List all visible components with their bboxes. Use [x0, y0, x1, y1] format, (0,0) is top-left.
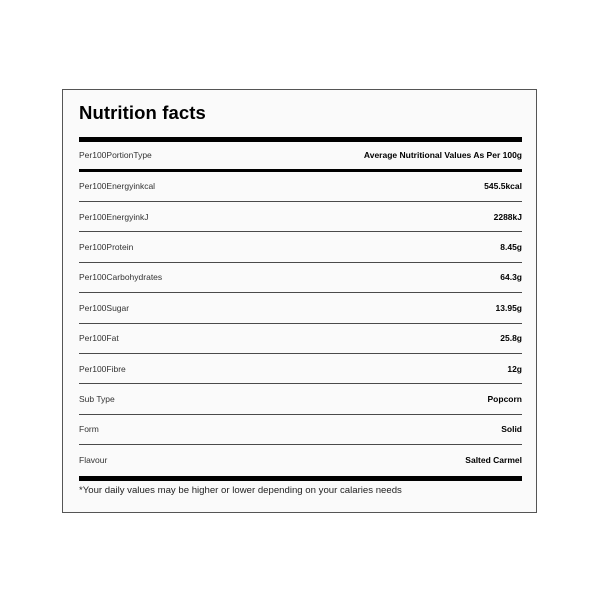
row-value: 13.95g [495, 302, 522, 313]
row-value: 64.3g [500, 272, 522, 283]
nutrition-facts-title: Nutrition facts [79, 102, 206, 123]
row-label: Per100Fibre [79, 363, 126, 374]
row-label: Per100Sugar [79, 302, 130, 313]
table-row [79, 263, 522, 293]
row-value: 2288kJ [493, 211, 522, 222]
row-label: Per100Fat [79, 333, 119, 344]
row-value: Average Nutritional Values As Per 100g [363, 150, 522, 161]
row-value: Salted Carmel [465, 455, 522, 466]
footnote: *Your daily values may be higher or lower depending on your calaries needs [79, 484, 402, 496]
table-row [79, 445, 522, 475]
table-row [79, 232, 522, 262]
nutrition-rows [79, 142, 522, 476]
nutrition-facts-panel [62, 89, 537, 513]
bottom-divider [79, 476, 522, 481]
row-value: Solid [501, 424, 522, 435]
row-label: Per100Carbohydrates [79, 272, 163, 283]
table-row [79, 415, 522, 445]
row-value: 25.8g [500, 333, 522, 344]
row-value: 545.5kcal [484, 181, 522, 192]
table-row [79, 172, 522, 202]
row-label: Per100Energyinkcal [79, 181, 156, 192]
row-label: Per100PortionType [79, 150, 152, 161]
nutrition-table [79, 137, 522, 496]
row-value: Popcorn [487, 394, 522, 405]
row-value: 12g [507, 363, 522, 374]
row-label: Per100EnergyinkJ [79, 211, 149, 222]
table-row [79, 354, 522, 384]
table-row [79, 324, 522, 354]
table-row [79, 384, 522, 414]
table-row [79, 293, 522, 323]
row-label: Flavour [79, 455, 108, 466]
row-label: Per100Protein [79, 242, 134, 253]
table-header-row [79, 142, 522, 172]
table-row [79, 202, 522, 232]
row-value: 8.45g [500, 242, 522, 253]
row-label: Form [79, 424, 99, 435]
row-label: Sub Type [79, 394, 115, 405]
